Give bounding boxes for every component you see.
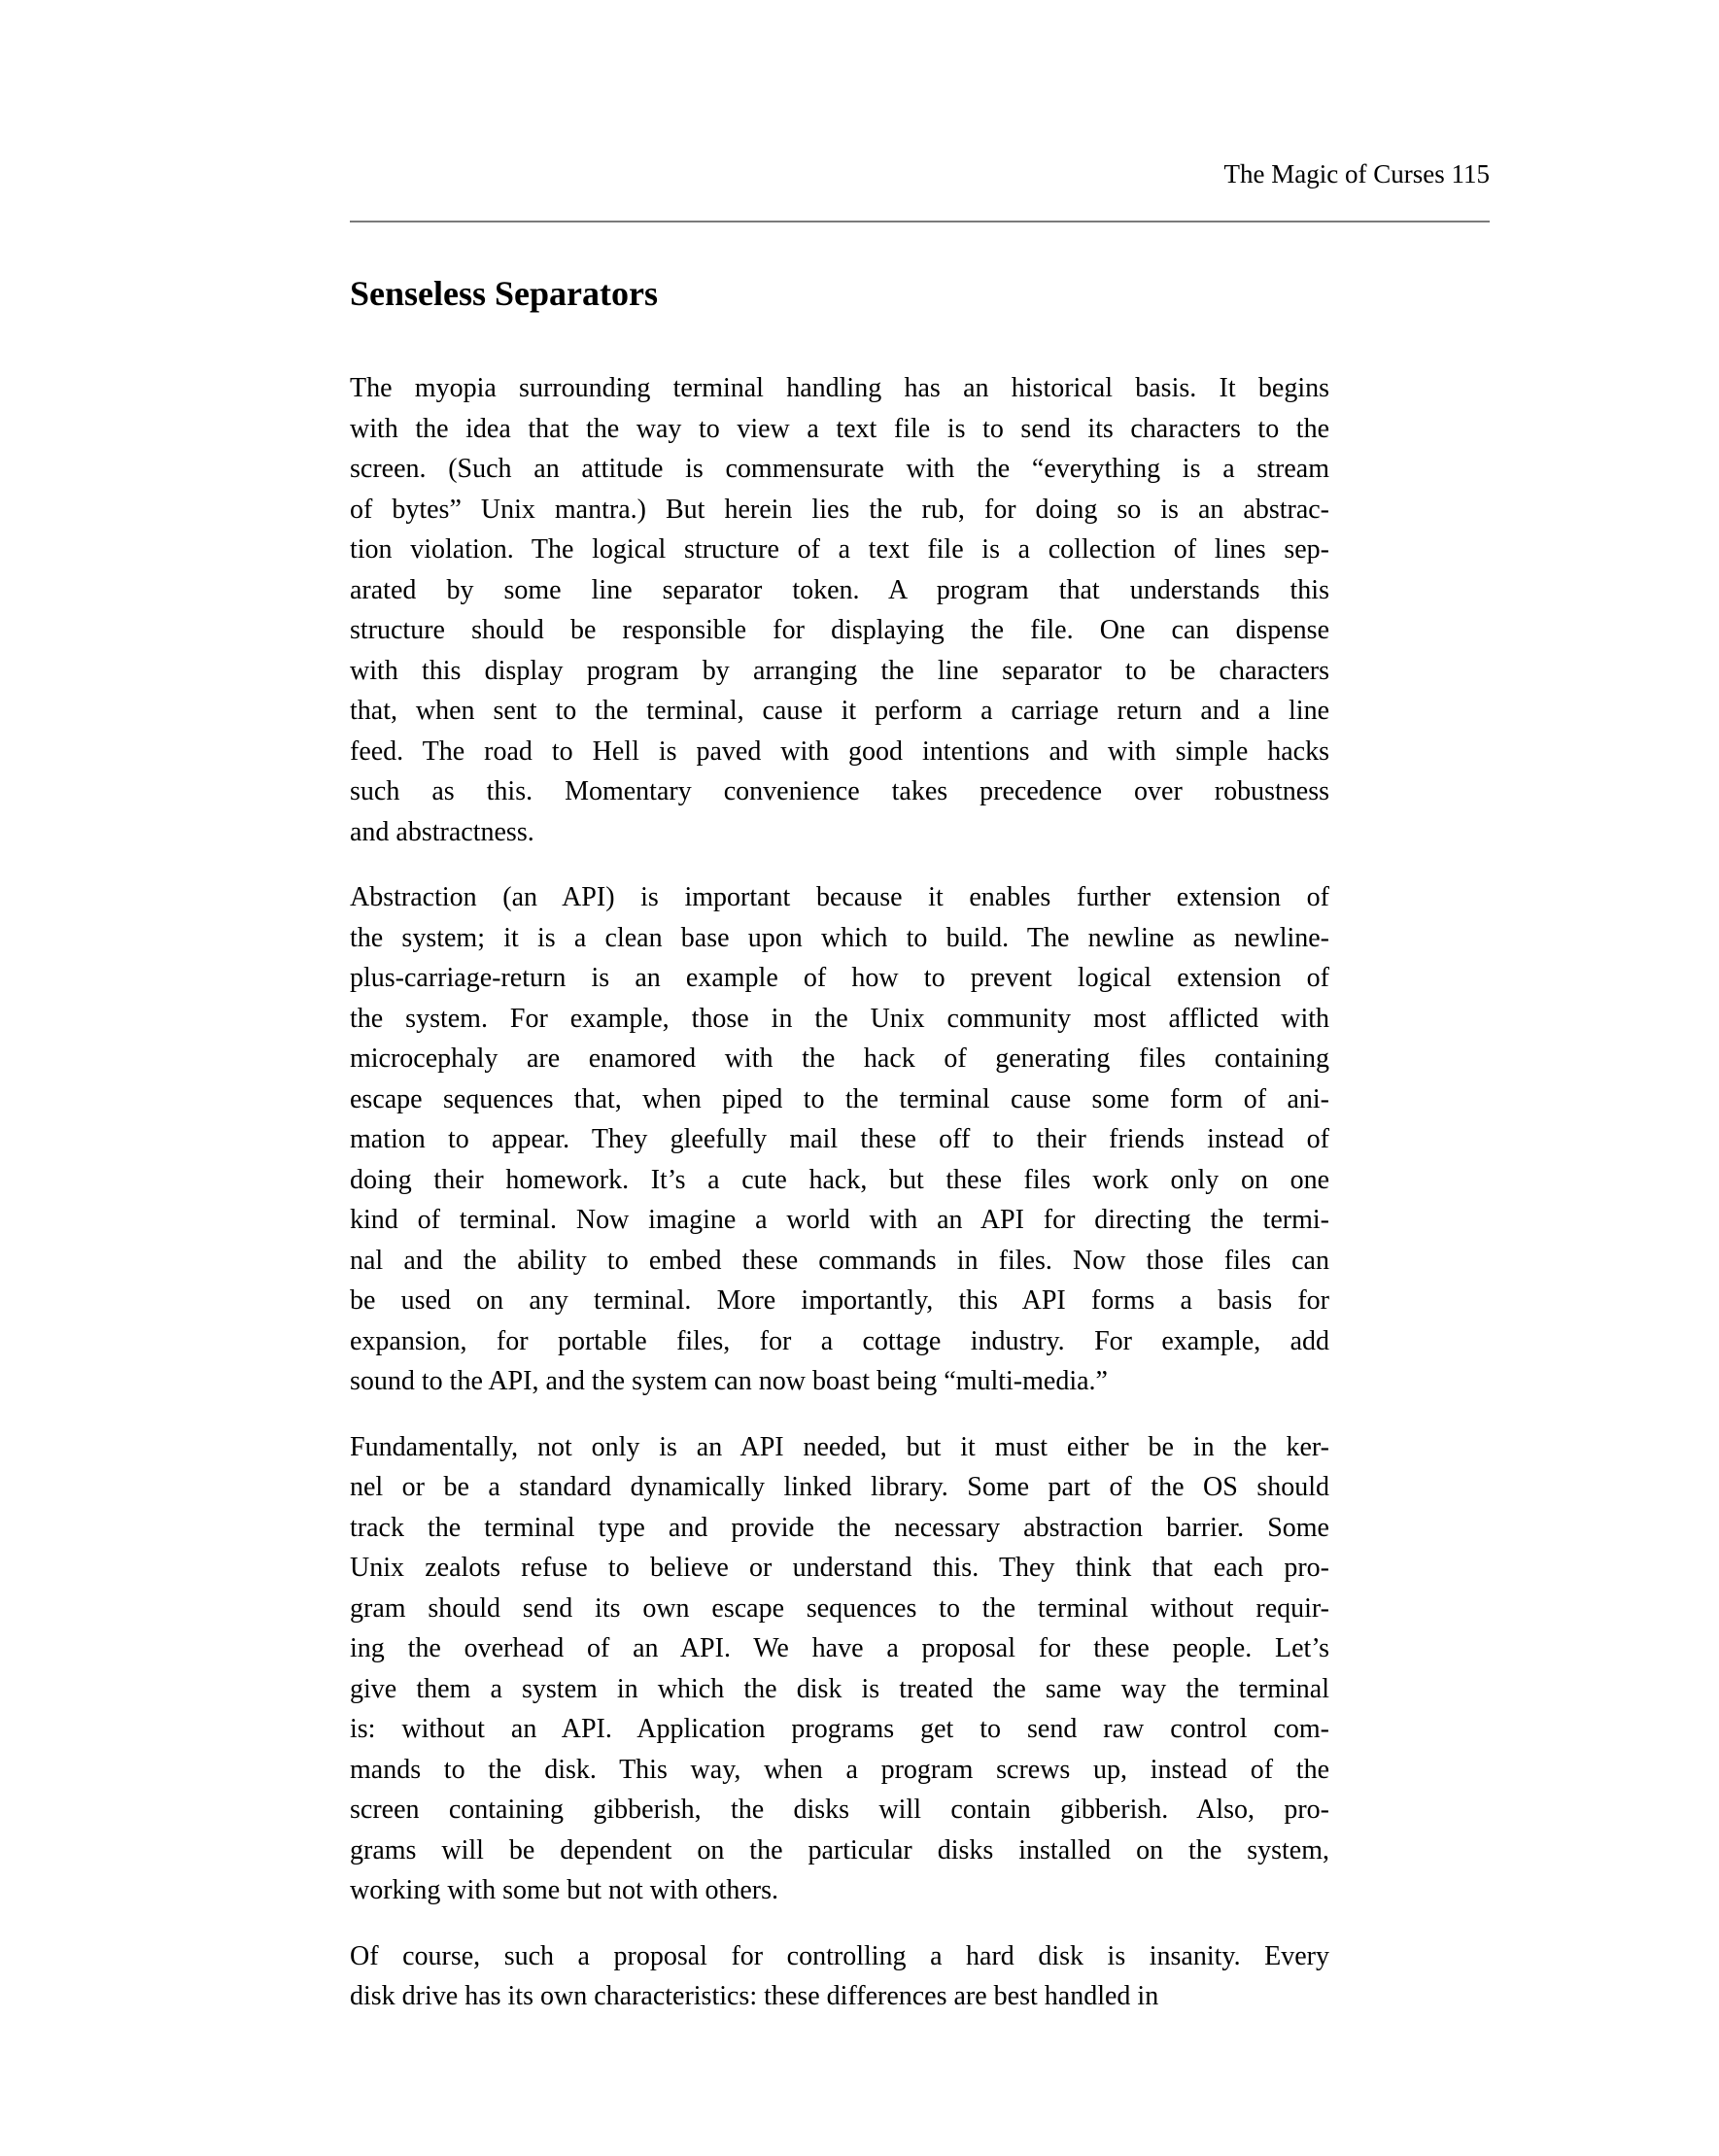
text-line: be used on any terminal. More importantly, this API forms a basis for <box>350 1285 1329 1316</box>
section-title: Senseless Separators <box>350 274 658 313</box>
text-line: Fundamentally, not only is an API needed, but it must either be in the ker- <box>350 1431 1329 1462</box>
header-rule <box>350 221 1490 222</box>
text-line: such as this. Momentary convenience takes precedence over robustness <box>350 776 1329 806</box>
paragraph <box>350 368 1329 852</box>
paragraph <box>350 877 1329 1402</box>
text-line: screen containing gibberish, the disks will contain gibberish. Also, pro- <box>350 1795 1329 1825</box>
text-line: escape sequences that, when piped to the terminal cause some form of ani- <box>350 1083 1329 1114</box>
text-line: The myopia surrounding terminal handling has an historical basis. It begins <box>350 373 1329 403</box>
text-line: screen. (Such an attitude is commensurate with the “everything is a stream <box>350 454 1329 484</box>
text-line: plus-carriage-return is an example of how to prevent logical extension of <box>350 963 1329 993</box>
text-line: nal and the ability to embed these commands in files. Now those files can <box>350 1245 1329 1276</box>
text-line: gram should send its own escape sequences to the terminal without requir- <box>350 1592 1329 1624</box>
text-line: that, when sent to the terminal, cause it perform a carriage return and a line <box>350 696 1329 726</box>
text-line: Unix zealots refuse to believe or understand this. They think that each pro- <box>350 1553 1329 1583</box>
text-line: expansion, for portable files, for a cottage industry. For example, add <box>350 1325 1329 1356</box>
text-line: sound to the API, and the system can now boast being “multi-media.” <box>350 1366 1108 1396</box>
text-line: Of course, such a proposal for controlling a hard disk is insanity. Every <box>350 1940 1329 1971</box>
text-line: Abstraction (an API) is important because it enables further extension of <box>350 882 1329 912</box>
text-line: arated by some line separator token. A program that understands this <box>350 574 1329 605</box>
text-line: tion violation. The logical structure of a text file is a collection of lines sep- <box>350 534 1329 565</box>
text-line: give them a system in which the disk is treated the same way the terminal <box>350 1673 1329 1704</box>
paragraph <box>350 1936 1329 2017</box>
text-line: kind of terminal. Now imagine a world with an API for directing the termi- <box>350 1205 1329 1235</box>
text-line: with the idea that the way to view a text file is to send its characters to the <box>350 413 1329 444</box>
body-text <box>350 368 1329 2042</box>
text-line: track the terminal type and provide the necessary abstraction barrier. Some <box>350 1512 1329 1543</box>
text-line: of bytes” Unix mantra.) But herein lies the rub, for doing so is an abstrac- <box>350 494 1329 525</box>
text-line: the system. For example, those in the Unix community most afflicted with <box>350 1003 1329 1034</box>
text-line: mands to the disk. This way, when a program screws up, instead of the <box>350 1754 1329 1785</box>
text-line: disk drive has its own characteristics: these differences are best handled in <box>350 1981 1159 2011</box>
text-line: with this display program by arranging the line separator to be characters <box>350 655 1329 686</box>
text-line: doing their homework. It’s a cute hack, but these files work only on one <box>350 1164 1329 1195</box>
paragraph <box>350 1427 1329 1911</box>
text-line: ing the overhead of an API. We have a proposal for these people. Let’s <box>350 1633 1329 1663</box>
text-line: feed. The road to Hell is paved with good intentions and with simple hacks <box>350 736 1329 767</box>
running-header: The Magic of Curses 115 <box>1223 159 1490 188</box>
text-line: and abstractness. <box>350 816 534 847</box>
text-line: nel or be a standard dynamically linked library. Some part of the OS should <box>350 1472 1329 1502</box>
text-line: working with some but not with others. <box>350 1875 778 1905</box>
text-line: the system; it is a clean base upon which to build. The newline as newline- <box>350 922 1329 953</box>
text-line: microcephaly are enamored with the hack of generating files containing <box>350 1044 1329 1074</box>
text-line: mation to appear. They gleefully mail these off to their friends instead of <box>350 1124 1329 1154</box>
text-line: is: without an API. Application programs get to send raw control com- <box>350 1714 1329 1744</box>
text-line: structure should be responsible for displaying the file. One can dispense <box>350 615 1329 645</box>
text-line: grams will be dependent on the particular disks installed on the system, <box>350 1834 1329 1865</box>
